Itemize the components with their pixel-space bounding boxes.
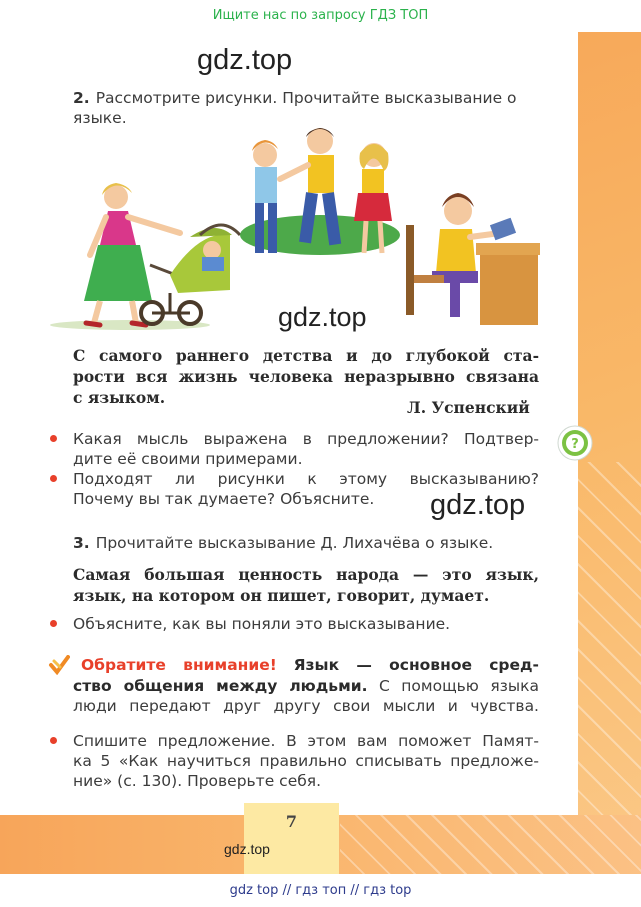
question-mark-icon[interactable]: [557, 425, 593, 461]
quote2-line2: язык, на котором он пишет, говорит, думает.: [73, 586, 490, 605]
task3-number: 3.: [73, 534, 90, 552]
bullet-icon: [50, 620, 57, 627]
quote1-line1: С самого раннего детства и до глубокой ста-: [73, 346, 539, 365]
stripe-pattern: [578, 462, 641, 874]
children-talking-illustration: [240, 128, 400, 255]
exercise-line2: ка 5 «Как научиться правильно списывать предложе-: [73, 752, 539, 770]
pencil-tick-icon: [48, 655, 70, 675]
footer-links[interactable]: gdz top // гдз топ // гдз top: [229, 883, 412, 898]
watermark-bottom: gdz.top: [224, 841, 270, 857]
question1-line1: Какая мысль выражена в предложении? Подтвер-: [73, 430, 539, 448]
task2-number: 2.: [73, 89, 90, 107]
quote2-line1: Самая большая ценность народа — это язык,: [73, 565, 539, 584]
mother-with-stroller-illustration: [50, 183, 240, 330]
question-explain: Объясните, как вы поняли это высказывание.: [73, 615, 451, 633]
question2-line2: Почему вы так думаете? Объясните.: [73, 490, 375, 508]
task2: [73, 88, 539, 108]
quote1-author: Л. Успенский: [407, 398, 530, 417]
question1-line2: дите её своими примерами.: [73, 450, 303, 468]
task3-text: Прочитайте высказывание Д. Лихачёва о языке.: [95, 534, 494, 552]
watermark-middle: gdz.top: [430, 489, 526, 521]
page-number: 7: [285, 812, 298, 831]
task2-line2: языке.: [73, 109, 127, 127]
attention-bold2: ство общения между людьми.: [73, 677, 368, 695]
top-banner[interactable]: Ищите нас по запросу ГДЗ ТОП: [212, 8, 429, 23]
task3: [73, 533, 493, 553]
stripe-pattern-bottom: [340, 815, 641, 874]
bullet-icon: [50, 435, 57, 442]
watermark-illustration: gdz.top: [278, 302, 367, 332]
bullet-icon: [50, 475, 57, 482]
attention-line3: люди передают друг другу свои мысли и чувства.: [73, 697, 539, 715]
quote1-line3: с языком.: [73, 388, 166, 407]
task2-line1: Рассмотрите рисунки. Прочитайте высказывание о: [95, 89, 517, 107]
attention-line1: [81, 655, 539, 675]
svg-text:?: ?: [571, 437, 579, 452]
exercise-line1: Спишите предложение. В этом вам поможет Памят-: [73, 732, 539, 750]
attention-rest2: С помощью языка: [378, 677, 539, 695]
question2-line1: Подходят ли рисунки к этому высказыванию?: [73, 470, 539, 488]
quote1-line2: рости вся жизнь человека неразрывно связана: [73, 367, 539, 386]
attention-label: Обратите внимание!: [81, 656, 277, 674]
exercise-line3: ние» (с. 130). Проверьте себя.: [73, 772, 322, 790]
attention-line2: [73, 676, 539, 696]
boy-reading-illustration: [406, 193, 540, 325]
bullet-icon: [50, 737, 57, 744]
watermark-top: gdz.top: [197, 44, 293, 76]
attention-bold1: Язык — основное сред-: [293, 656, 539, 674]
